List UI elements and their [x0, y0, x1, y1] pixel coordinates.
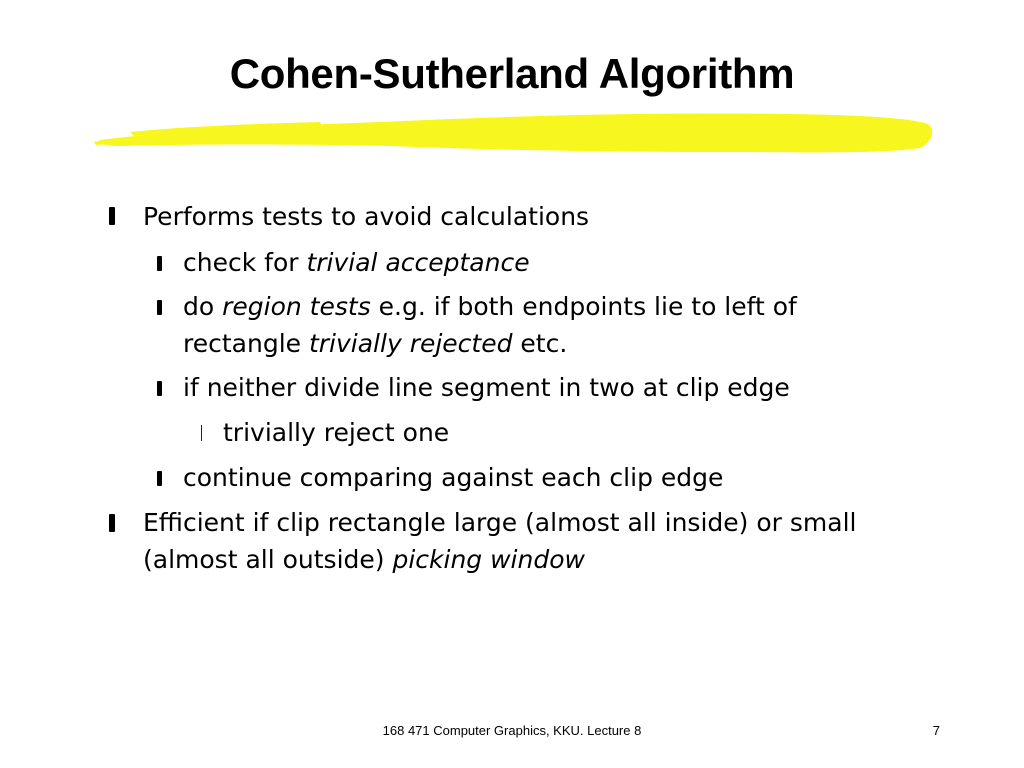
bullet-text: e.g. if both endpoints lie to left of: [370, 292, 797, 321]
page-number: 7: [932, 723, 940, 738]
emphasis-text: region tests: [222, 292, 371, 321]
bullet-text: if neither divide line segment in two at clip edge: [183, 373, 790, 402]
bullet-line: [183, 288, 797, 325]
emphasis-text: picking window: [392, 545, 585, 574]
bullet-marker: [109, 514, 115, 532]
bullet-text: continue comparing against each clip edge: [183, 463, 724, 492]
bullet-item: [143, 198, 589, 235]
emphasis-text: trivial acceptance: [306, 248, 530, 277]
sub-bullet-item: [183, 244, 530, 281]
sub-bullet-marker: [157, 471, 162, 486]
bullet-text: trivially reject one: [223, 418, 450, 447]
emphasis-text: trivially rejected: [308, 329, 513, 358]
sub-sub-bullet-marker: [201, 425, 202, 441]
bullet-text: check for: [183, 248, 307, 277]
bullet-marker: [109, 207, 115, 225]
bullet-line: [143, 504, 856, 541]
bullet-line: [183, 325, 567, 362]
sub-bullet-item: [183, 459, 723, 496]
bullet-line: [143, 541, 585, 578]
sub-bullet-item: [183, 369, 790, 406]
slide-title: Cohen-Sutherland Algorithm: [229, 50, 795, 97]
sub-bullet-marker: [157, 300, 162, 315]
bullet-text: do: [183, 292, 223, 321]
sub-sub-bullet-item: [223, 414, 449, 451]
bullet-text: etc.: [512, 329, 568, 358]
bullet-text: Performs tests to avoid calculations: [143, 202, 590, 231]
sub-bullet-marker: [157, 381, 162, 396]
bullet-text: rectangle: [183, 329, 309, 358]
sub-bullet-marker: [157, 256, 162, 271]
slide-footer: 168 471 Computer Graphics, KKU. Lecture 8: [382, 723, 642, 738]
bullet-text: (almost all outside): [143, 545, 393, 574]
bullet-text: Efficient if clip rectangle large (almost all inside) or small: [143, 508, 857, 537]
